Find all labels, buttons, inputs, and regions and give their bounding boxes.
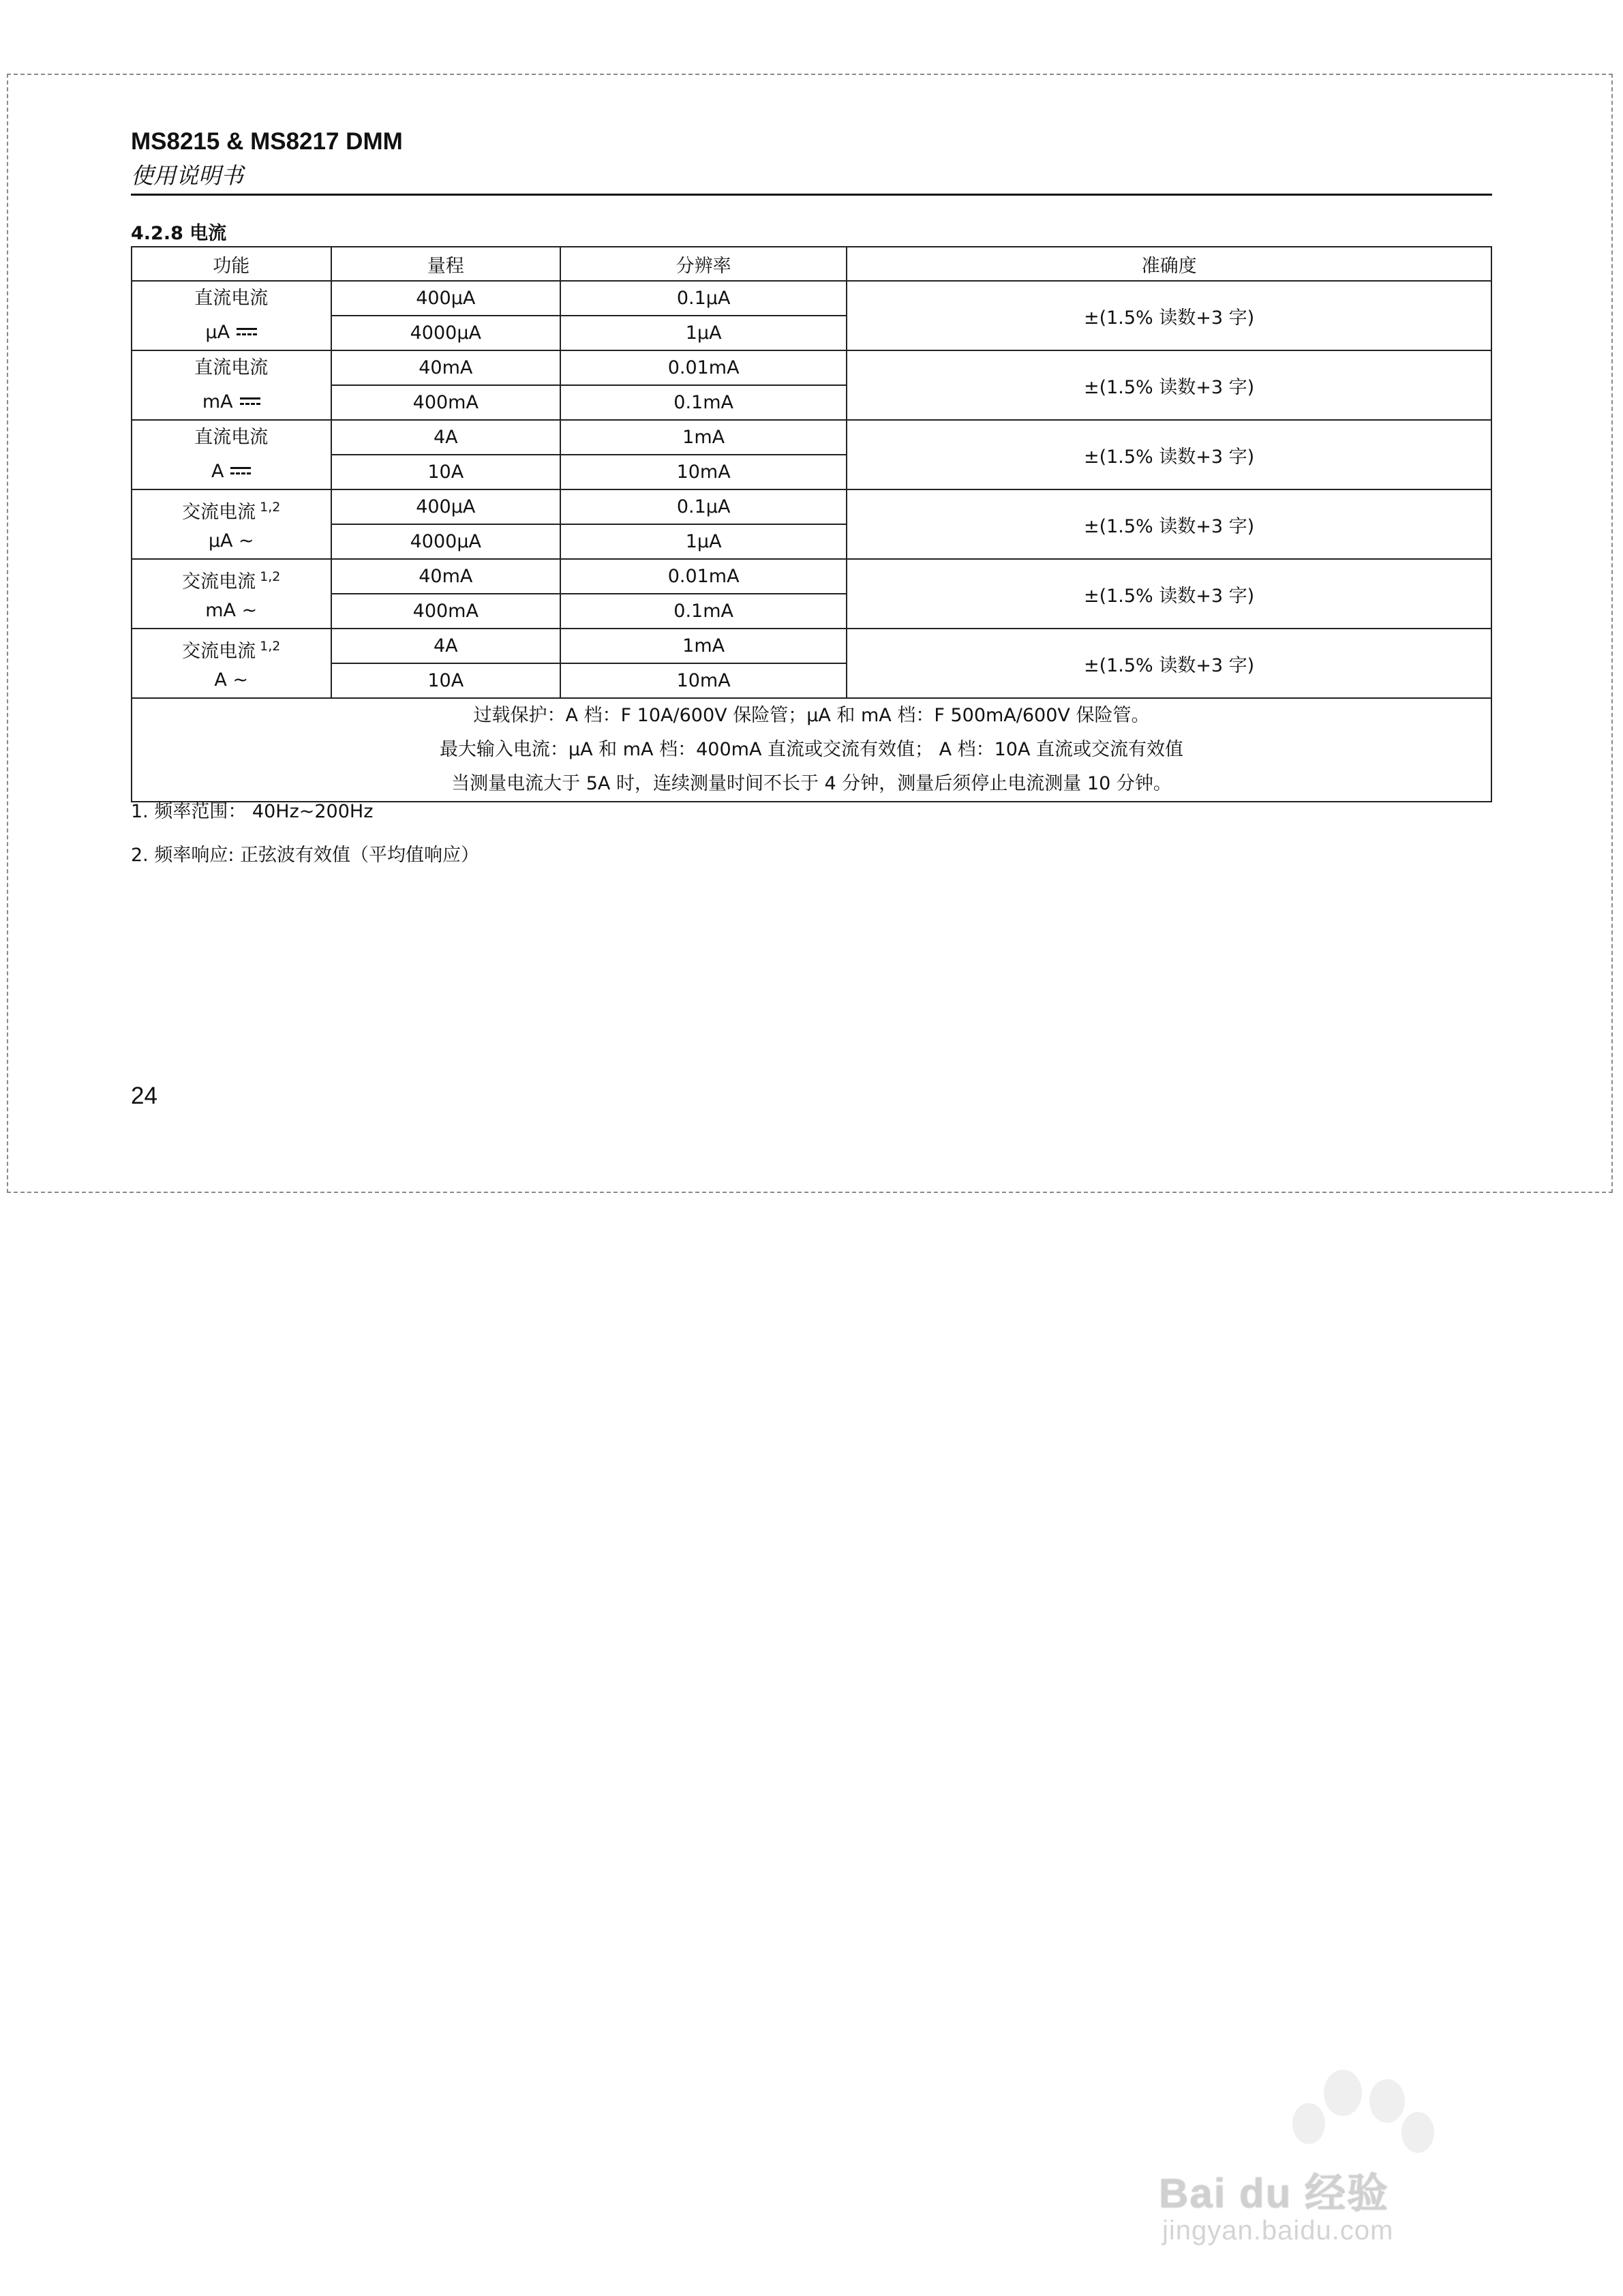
- function-unit: [132, 385, 331, 419]
- range-cell: 4000μA: [331, 524, 561, 559]
- column-header-function: 功能: [132, 247, 331, 281]
- note-overload-protection: 过载保护：A 档：F 10A/600V 保险管；μA 和 mA 档：F 500mA/600V 保险管。: [473, 705, 1150, 726]
- document-title: MS8215 & MS8217 DMM: [131, 128, 403, 155]
- range-cell: 400mA: [331, 385, 561, 420]
- function-name: [132, 351, 331, 385]
- accuracy-cell: ±(1.5% 读数+3 字): [847, 281, 1491, 350]
- table-row: [132, 629, 1491, 663]
- resolution-cell: 1mA: [560, 420, 847, 455]
- range-cell: 10A: [331, 455, 561, 489]
- function-label: 直流电流: [194, 427, 269, 448]
- resolution-cell: 0.1mA: [560, 594, 847, 629]
- document-subtitle: 使用说明书: [131, 162, 243, 189]
- column-header-resolution: 分辨率: [560, 247, 847, 281]
- function-unit: [132, 316, 331, 350]
- table-row: [132, 350, 1491, 385]
- watermark-brand: Bai du 经验: [1159, 2171, 1390, 2216]
- header-divider: [131, 194, 1492, 196]
- range-cell: 400μA: [331, 489, 561, 524]
- table-header-row: [132, 247, 1491, 281]
- range-cell: 40mA: [331, 559, 561, 594]
- footnote-ref: 1,2: [260, 569, 281, 584]
- footnote-frequency-response: 2. 频率响应: 正弦波有效值（平均值响应）: [131, 845, 480, 866]
- table-notes-row: [132, 698, 1491, 802]
- function-unit-label: μA ~: [208, 530, 254, 552]
- function-unit: [132, 524, 331, 558]
- range-cell: 10A: [331, 663, 561, 698]
- resolution-cell: 0.01mA: [560, 350, 847, 385]
- range-cell: 4A: [331, 629, 561, 663]
- accuracy-cell: ±(1.5% 读数+3 字): [847, 559, 1491, 629]
- function-name: [132, 629, 331, 663]
- function-unit-label: A ~: [214, 669, 249, 691]
- function-name: [132, 490, 331, 524]
- resolution-cell: 0.01mA: [560, 559, 847, 594]
- accuracy-cell: ±(1.5% 读数+3 字): [847, 489, 1491, 559]
- table-notes: [132, 698, 1491, 802]
- function-label: 交流电流: [182, 641, 256, 662]
- range-cell: 40mA: [331, 350, 561, 385]
- column-header-accuracy: 准确度: [847, 247, 1491, 281]
- function-name: [132, 560, 331, 594]
- range-cell: 4000μA: [331, 316, 561, 350]
- resolution-cell: 10mA: [560, 455, 847, 489]
- function-unit-label: A: [211, 461, 224, 482]
- accuracy-cell: ±(1.5% 读数+3 字): [847, 420, 1491, 489]
- function-unit: [132, 594, 331, 628]
- note-max-input-current: 最大输入电流：μA 和 mA 档：400mA 直流或交流有效值； A 档：10A 直流或交流有效值: [439, 739, 1184, 760]
- current-spec-table: [131, 246, 1492, 802]
- function-name: [132, 421, 331, 455]
- range-cell: 4A: [331, 420, 561, 455]
- function-unit-label: μA: [205, 322, 230, 343]
- resolution-cell: 0.1mA: [560, 385, 847, 420]
- function-label: 交流电流: [182, 502, 256, 523]
- resolution-cell: 1μA: [560, 316, 847, 350]
- footnote-ref: 1,2: [260, 500, 281, 515]
- function-unit: [132, 455, 331, 489]
- footnote-frequency-range: 1. 频率范围： 40Hz~200Hz: [131, 801, 374, 822]
- function-cell: [132, 420, 331, 489]
- resolution-cell: 0.1μA: [560, 489, 847, 524]
- function-label: 交流电流: [182, 571, 256, 592]
- function-cell: [132, 350, 331, 420]
- function-name: [132, 282, 331, 316]
- section-heading: 4.2.8 电流: [131, 223, 227, 244]
- function-unit-label: mA ~: [205, 600, 258, 621]
- function-unit-label: mA: [202, 391, 233, 412]
- table-row: [132, 281, 1491, 316]
- resolution-cell: 0.1μA: [560, 281, 847, 316]
- accuracy-cell: ±(1.5% 读数+3 字): [847, 350, 1491, 420]
- dc-icon: [240, 397, 260, 408]
- resolution-cell: 10mA: [560, 663, 847, 698]
- table-row: [132, 559, 1491, 594]
- function-label: 直流电流: [194, 357, 269, 378]
- function-cell: [132, 559, 331, 629]
- footnote-ref: 1,2: [260, 639, 281, 654]
- dc-icon: [237, 328, 257, 338]
- note-measurement-time: 当测量电流大于 5A 时，连续测量时间不长于 4 分钟，测量后须停止电流测量 10 分钟。: [451, 773, 1172, 794]
- function-label: 直流电流: [194, 288, 269, 309]
- table-row: [132, 489, 1491, 524]
- function-cell: [132, 629, 331, 698]
- watermark-url: jingyan.baidu.com: [1162, 2216, 1394, 2246]
- column-header-range: 量程: [331, 247, 561, 281]
- range-cell: 400μA: [331, 281, 561, 316]
- table-row: [132, 420, 1491, 455]
- resolution-cell: 1mA: [560, 629, 847, 663]
- function-unit: [132, 663, 331, 697]
- resolution-cell: 1μA: [560, 524, 847, 559]
- function-cell: [132, 489, 331, 559]
- range-cell: 400mA: [331, 594, 561, 629]
- function-cell: [132, 281, 331, 350]
- dc-icon: [230, 467, 251, 477]
- page-number: 24: [131, 1083, 157, 1109]
- accuracy-cell: ±(1.5% 读数+3 字): [847, 629, 1491, 698]
